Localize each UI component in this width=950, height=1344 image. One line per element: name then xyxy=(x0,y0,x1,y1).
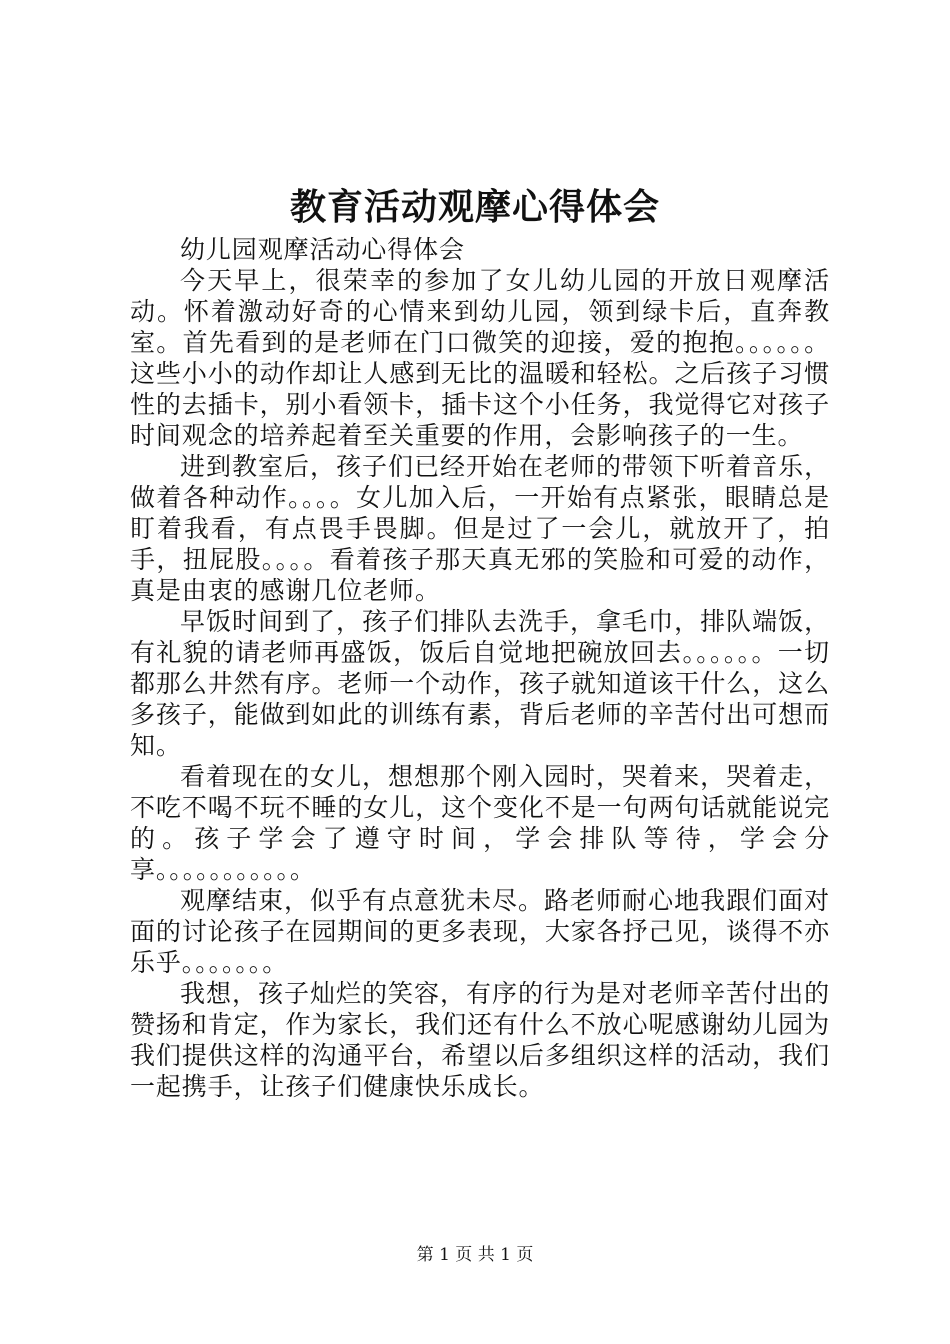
paragraph-2: 进到教室后，孩子们已经开始在老师的带领下听着音乐，做着各种动作。。。。女儿加入后，一开始有点紧张，眼睛总是盯着我看，有点畏手畏脚。但是过了一会儿，就放开了，拍手，扭屁股。。。。看着孩子那天真无邪的笑脸和可爱的动作，真是由衷的感谢几位老师。 xyxy=(130,452,830,605)
paragraph-1: 今天早上，很荣幸的参加了女儿幼儿园的开放日观摩活动。怀着激动好奇的心情来到幼儿园，领到绿卡后，直奔教室。首先看到的是老师在门口微笑的迎接，爱的抱抱。。。。。。这些小小的动作却让人感到无比的温暖和轻松。之后孩子习惯性的去插卡，别小看领卡，插卡这个小任务，我觉得它对孩子时间观念的培养起着至关重要的作用，会影响孩子的一生。 xyxy=(130,266,830,450)
document-body xyxy=(130,234,830,1102)
paragraph-6: 我想，孩子灿烂的笑容，有序的行为是对老师辛苦付出的赞扬和肯定，作为家长，我们还有什么不放心呢感谢幼儿园为我们提供这样的沟通平台，希望以后多组织这样的活动，我们一起携手，让孩子们健康快乐成长。 xyxy=(130,979,830,1101)
page-number-footer: 第 1 页 共 1 页 xyxy=(416,1245,534,1265)
paragraph-3: 早饭时间到了，孩子们排队去洗手，拿毛巾，排队端饭，有礼貌的请老师再盛饭，饭后自觉地把碗放回去。。。。。。一切都那么井然有序。老师一个动作，孩子就知道该干什么，这么多孩子，能做到如此的训练有素，背后老师的辛苦付出可想而知。 xyxy=(130,607,830,760)
paragraph-4: 看着现在的女儿，想想那个刚入园时，哭着来，哭着走，不吃不喝不玩不睡的女儿，这个变化不是一句两句话就能说完的。孩子学会了遵守时间，学会排队等待，学会分享。。。。。。。。。。。 xyxy=(130,762,830,884)
document-title: 教育活动观摩心得体会 xyxy=(289,187,660,228)
paragraph-5: 观摩结束，似乎有点意犹未尽。路老师耐心地我跟们面对面的讨论孩子在园期间的更多表现，大家各抒己见，谈得不亦乐乎。。。。。。。 xyxy=(130,886,830,977)
document-subtitle: 幼儿园观摩活动心得体会 xyxy=(180,235,465,264)
